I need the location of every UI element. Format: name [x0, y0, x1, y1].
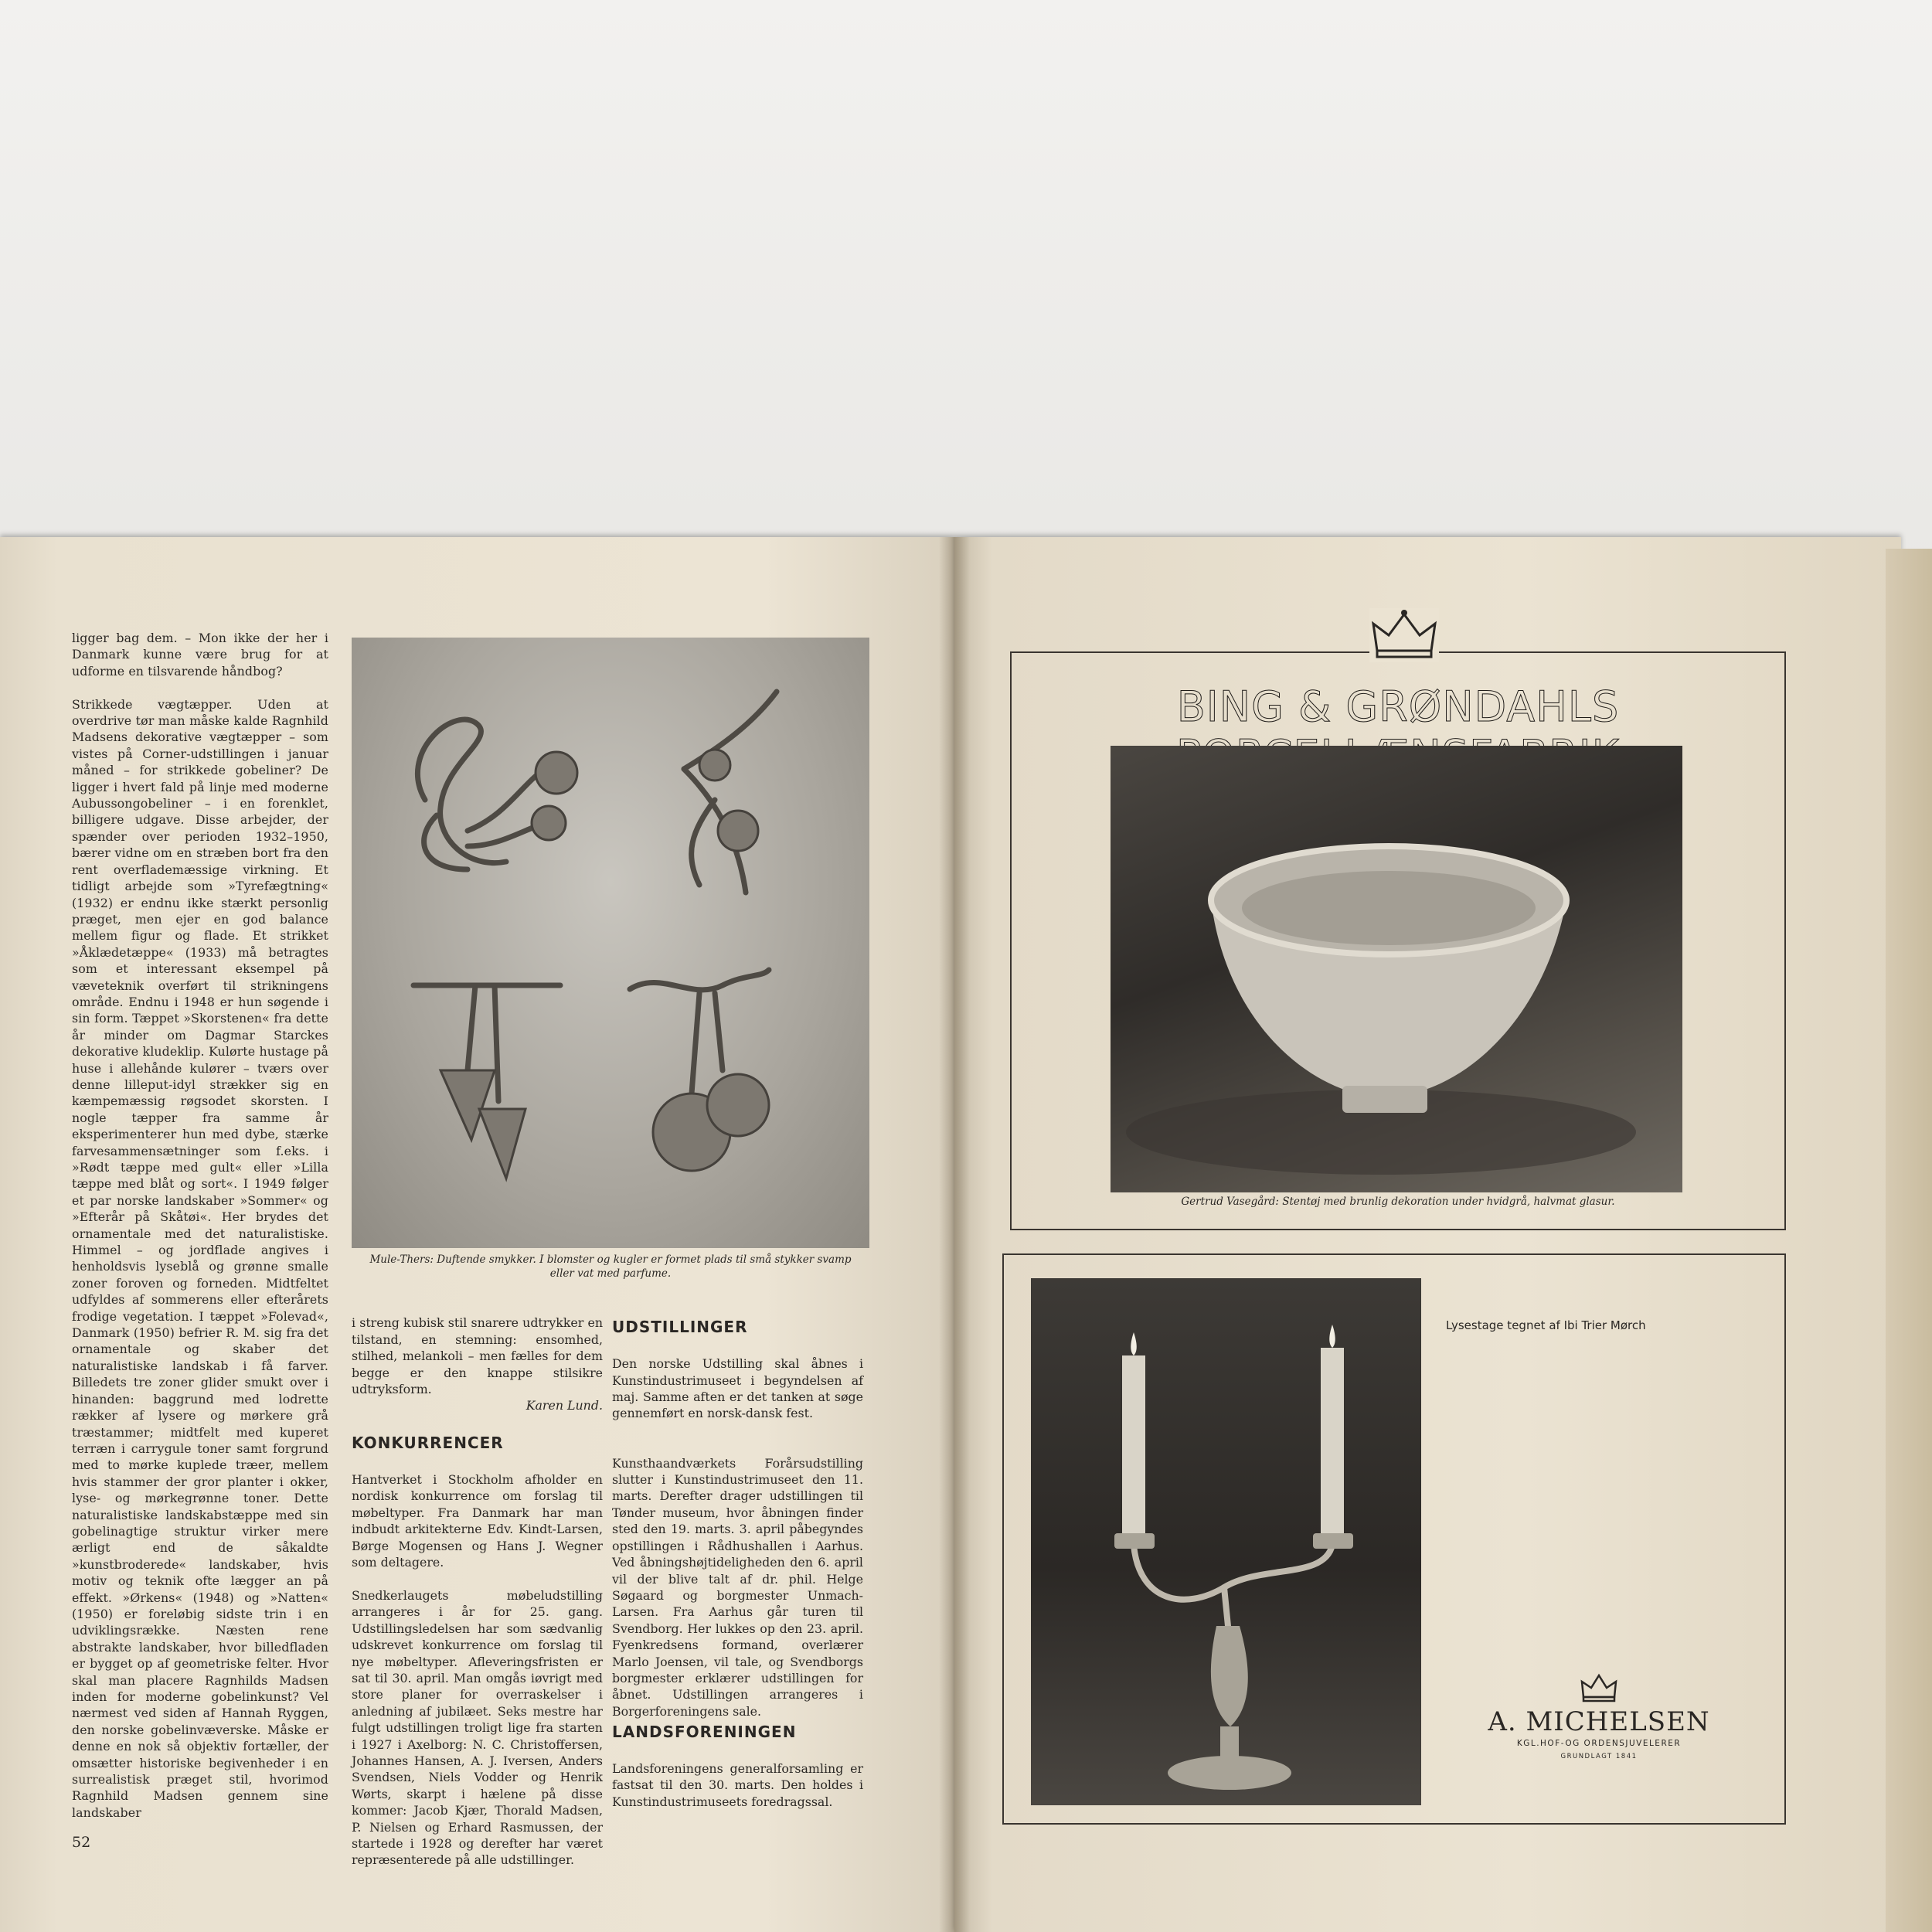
landsforeningen-heading: LANDSFORENINGEN — [612, 1723, 797, 1742]
bowl-illustration — [1111, 746, 1682, 1192]
article-column-1: ligger bag dem. – Mon ikke der her i Danmark kunne være brug for at udforme en tilsvarende håndbog? Strikkede vægtæpper. Uden at overdrive tør man måske kalde Ragnhild Madsens dekorative vægtæpper – som vistes på Corner-udstillingen i januar måned – for strikkede gobeliner? De ligger i hvert fald på linje med moderne Aubussongobeliner – i en forenklet, billigere udgave. Disse arbejder, der spænder over perioden 1932–1950, bærer vidne om en stræben bort fra den rent overflademæssige virkning. Et tidligt arbejde som »Tyrefægtning« (1932) er endnu ikke stærkt personlig præget, men ejer en god balance mellem figur og flade. Et strikket »Åklædetæppe« (1933) må betragtes som et interessant eksempel på væveteknik overført til strikningens område. Endnu i 1948 er hun søgende i sin form. Tæppet »Skorstenen« fra dette år minder om Dagmar Starckes dekorative kludeklip. Kulørte hustage på huse i allehånde kulører – tværs over denne lilleput-idyl strækker sig en kæmpemæssig røgsodet skorsten. I nogle tæpper fra samme år eksperimenterer hun med dybe, stærke farvesammensætninger som f.eks. i »Rødt tæppe med gult« eller »Lilla tæppe med blåt og sort«. I 1949 følger et par norske landskaber »Sommer« og »Efterår på Skåtøi«. Her brydes det ornamentale med det naturalistiske. Himmel – og jordflade angives i henholdsvis lyseblå og grønne smalle zoner foroven og forneden. Midtfeltet udfyldes af sommerens eller efterårets frodige vegetation. I tæppet »Folevad«, Danmark (1950) befrier R. M. sig fra det ornamentale og skaber det naturalistiske landskab i få farver. Billedets tre zoner glider smukt over i hinanden: baggrund med lodrette rækker af lysere og mørkere grå træstammer; midtfelt med kuperet terræn i carrygule toner samt forgrund med to mørke kuplede træer, mellem hvis stammer der gror planter i okker, lyse- og mørkegrønne toner. Dette naturalistiske landskabstæppe med sin gobelinagtige struktur virker mere ærligt end de såkaldte »kunstbroderede« landskaber, hvis motiv og teknik ofte lægger an på effekt. »Ørkens« (1948) og »Natten« (1950) er foreløbig sidste trin i en udviklingsrække. Næsten rene abstrakte landskaber, hvor billedfladen er bygget op af geometriske felter. Hvor skal man placere Ragnhilds Madsen inden for moderne gobelinkunst? Vel nærmest ved siden af Hannah Ryggen, den norske gobelinvæverske. Måske er denne en nok så objektiv fortæller, der omsætter historiske begivenheder i en surrealistisk præget stil, hvorimod Ragnhild Madsen gennem sine landskaber — [72, 631, 328, 1820]
brand-subtitle: KGL.HOF-OG ORDENSJUVELERER — [1516, 1739, 1682, 1748]
crown-icon — [1369, 608, 1439, 662]
landsforeningen-text: Landsforeningens generalforsamling er fastsat til den 30. marts. Den holdes i Kunstindustrimuseets foredragssal. — [612, 1760, 863, 1809]
article-column-2 — [352, 1298, 603, 1869]
article-column-3 — [612, 1298, 863, 1810]
jewelry-photo — [352, 638, 869, 1248]
brand-founded: GRUNDLAGT 1841 — [1560, 1753, 1638, 1760]
bing-grondahl-advert — [1010, 651, 1786, 1230]
page-edges — [1886, 549, 1932, 1932]
konkurrencer-text: Hantverket i Stockholm afholder en nordisk konkurrence om forslag til møbeltyper. Fra Danmark har man indbudt arkitekterne Edv. Kindt-Larsen, Børge Mogensen og Hans J. Wegner som deltagere. Snedkerlaugets møbeludstilling arrangeres i år for 25. gang. Udstillingsledelsen har som sædvanlig udskrevet konkurrence om forslag til nye møbeltyper. Afleveringsfristen er sat til 30. april. Man omgås iøvrigt med store planer for overraskelser i anledning af jubilæet. Seks mestre har fulgt udstillingen troligt lige fra starten i 1927 i Axelborg: N. C. Christoffersen, Johannes Hansen, A. J. Iversen, Anders Svendsen, Niels Vodder og Henrik Wørts, skarpt i hælene på disse kommer: Jacob Kjær, Thorald Madsen, P. Nielsen og Erhard Rasmussen, der startede i 1928 og derefter har været repræsenterede på alle udstillinger. — [352, 1472, 603, 1868]
author-signature: Karen Lund. — [526, 1398, 603, 1413]
michelsen-logo — [1437, 1672, 1761, 1760]
crown-icon — [1580, 1672, 1618, 1703]
udstillinger-heading: UDSTILLINGER — [612, 1318, 748, 1337]
background-surface — [0, 0, 1932, 587]
jewelry-photo-caption: Mule-Thers: Duftende smykker. I blomster og kugler er formet plads til små stykker svamp eller vat med parfume. — [369, 1253, 852, 1280]
brand-name: A. MICHELSEN — [1488, 1706, 1710, 1737]
bowl-caption: Gertrud Vasegård: Stentøj med brunlig dekoration under hvidgrå, halvmat glasur. — [1181, 1196, 1615, 1208]
karen-lund-text: i streng kubisk stil snarere udtrykker en tilstand, en stemning: ensomhed, stilhed, melankoli – men fælles for dem begge er den knappe stilsikre udtryksform. — [352, 1315, 603, 1397]
page-number: 52 — [72, 1834, 91, 1851]
michelsen-advert — [1002, 1253, 1786, 1825]
advert-title: BING & GRØNDAHLS — [1176, 682, 1620, 731]
candlestick-caption: Lysestage tegnet af Ibi Trier Mørch — [1446, 1318, 1646, 1332]
candlestick-photo — [1031, 1278, 1421, 1805]
candlestick-illustration — [1031, 1278, 1421, 1805]
jewelry-illustration — [352, 638, 869, 1248]
spine-gutter — [939, 537, 970, 1932]
konkurrencer-heading: KONKURRENCER — [352, 1434, 504, 1453]
bowl-photo — [1111, 746, 1682, 1192]
udstillinger-text: Den norske Udstilling skal åbnes i Kunstindustrimuseet i begyndelsen af maj. Samme aften er det tanken at søge gennemført en norsk-dansk fest. Kunsthaandværkets Forårsudstilling slutter i Kunstindustrimuseet den 11. marts. Derefter drager udstillingen til Tønder museum, hvor åbningen finder sted den 19. marts. 3. april påbegyndes opstillingen i Rådhushallen i Aarhus. Ved åbningshøjtideligheden den 6. april vil der blive talt af dr. phil. Helge Søgaard og borgmester Unmach-Larsen. Fra Aarhus går turen til Svendborg. Her lukkes op den 23. april. Fyenkredsens formand, overlærer Marlo Joensen, vil tale, og Svendborgs borgmester erklærer udstillingen for åbnet. Udstillingen arrangeres i Borgerforeningens sale. — [612, 1356, 863, 1719]
